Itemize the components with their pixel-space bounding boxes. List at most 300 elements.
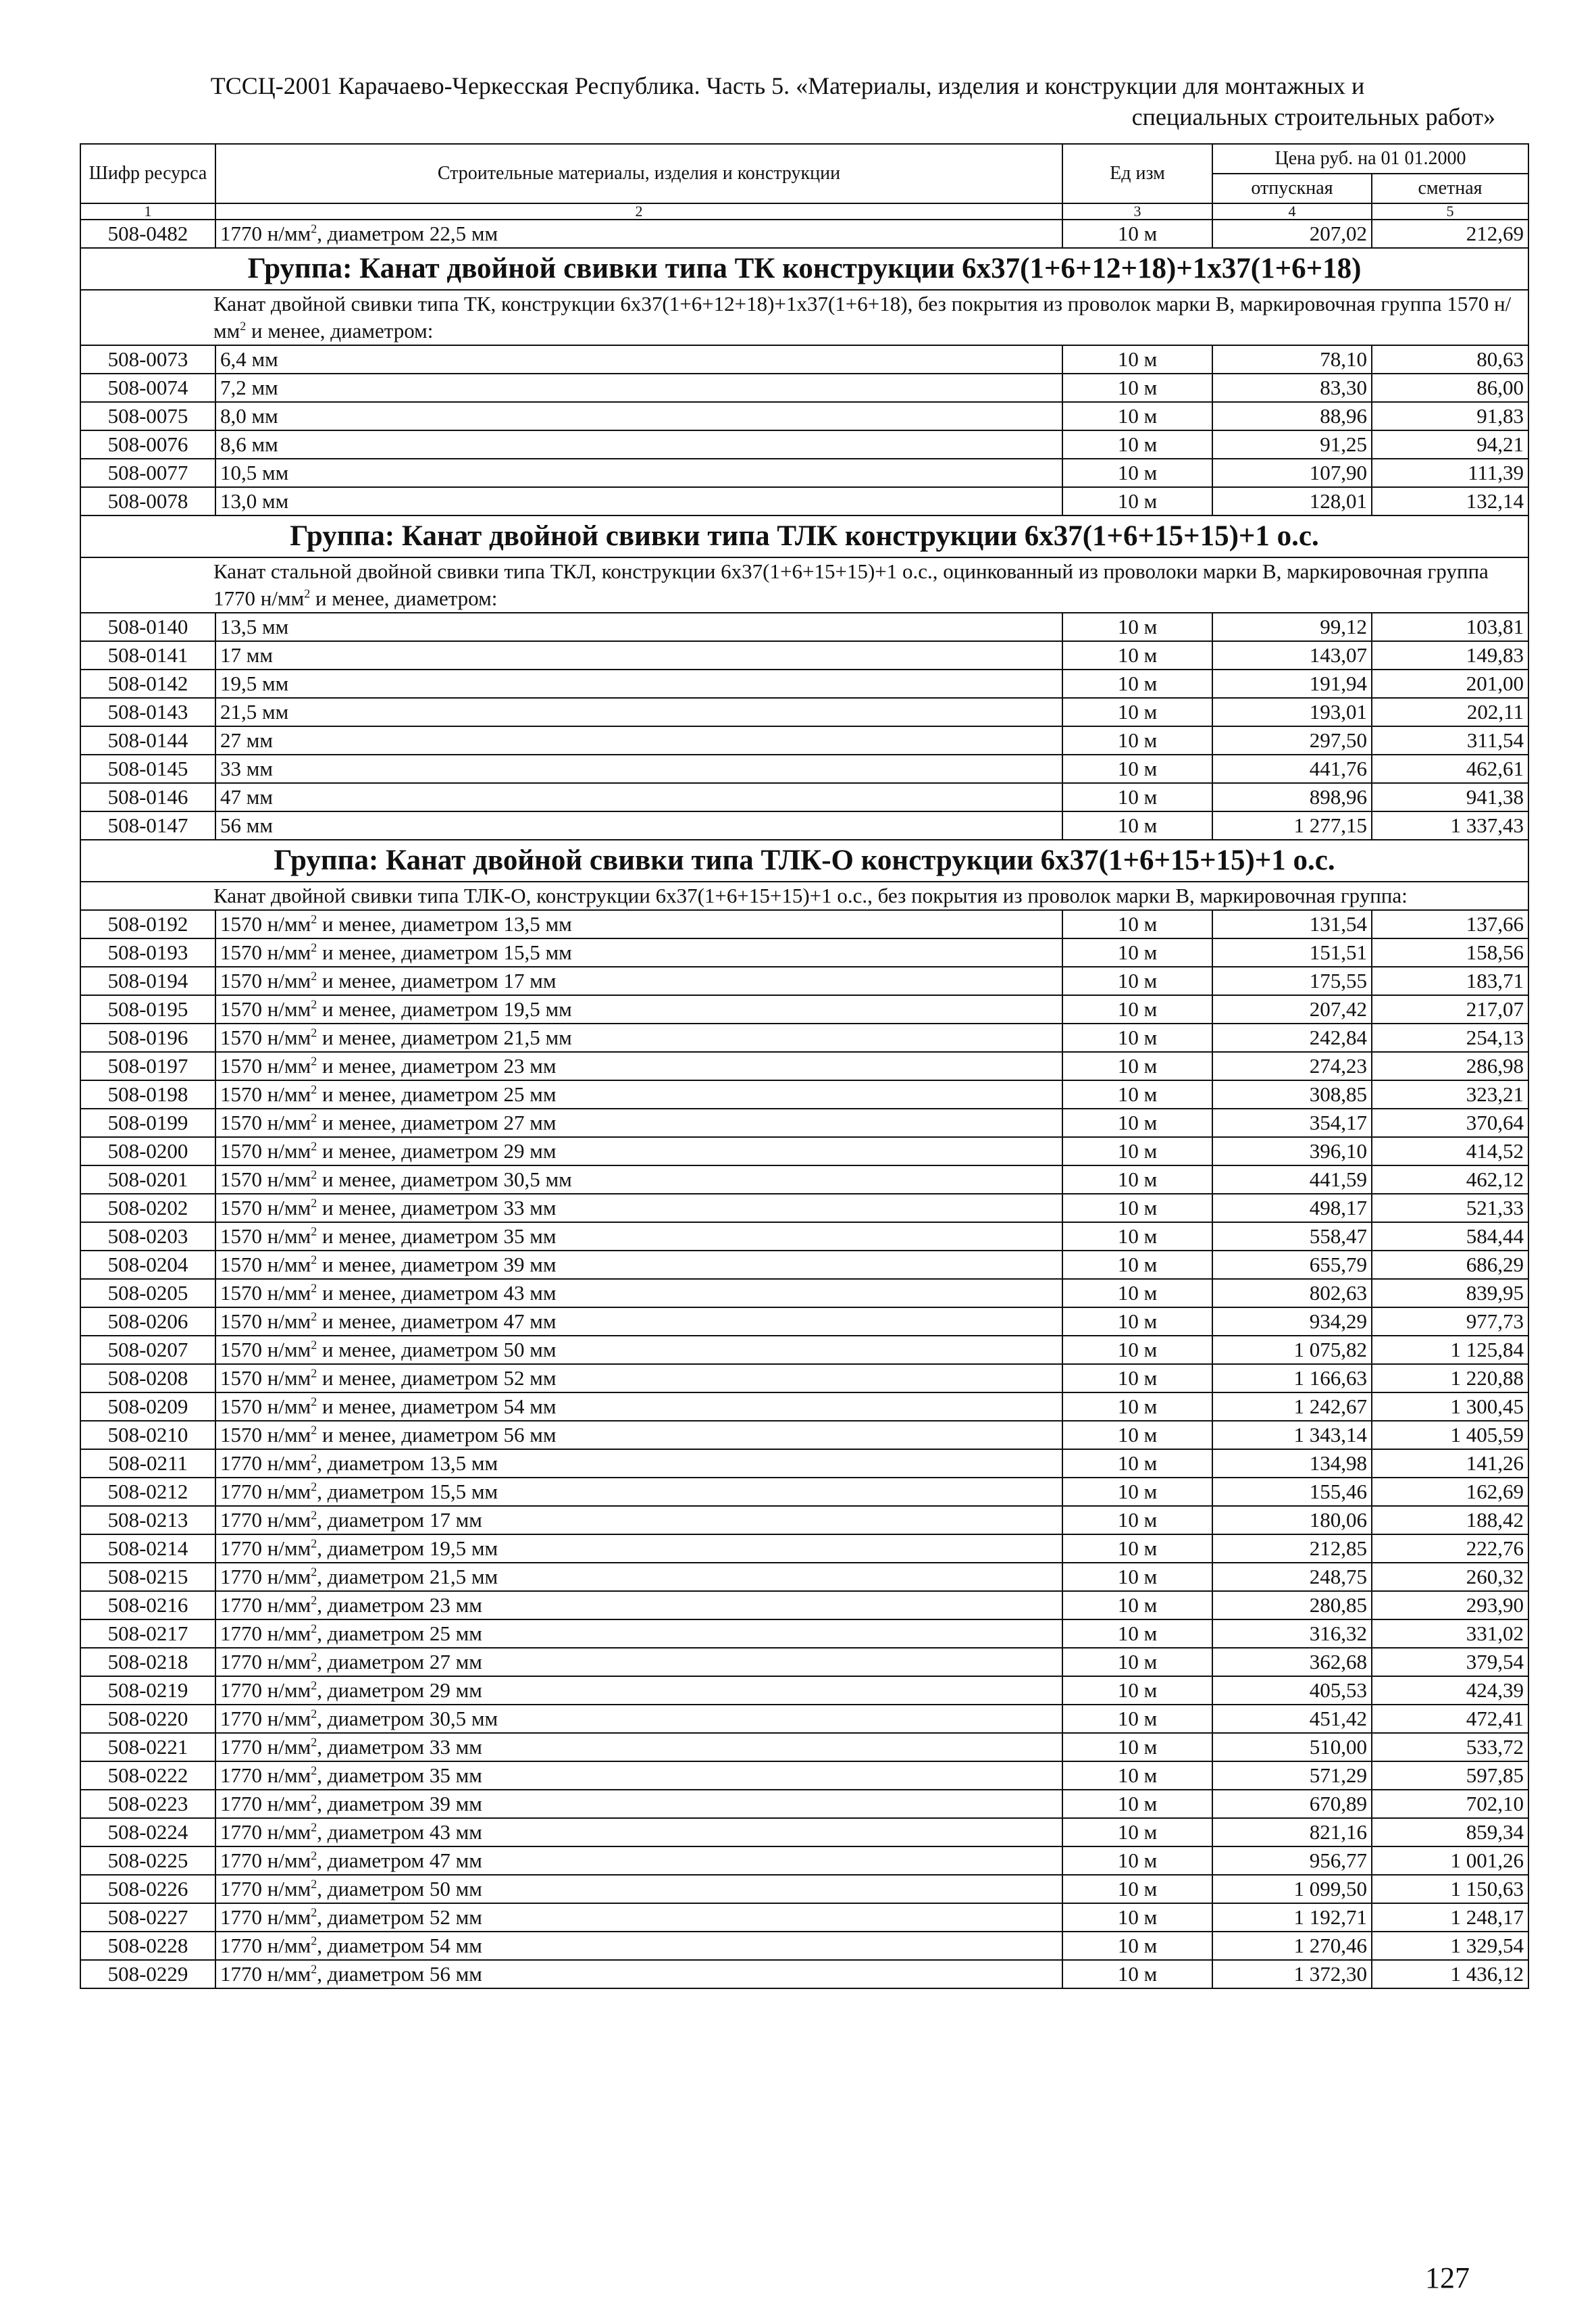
row-name-text: 10,5 мм (220, 461, 289, 484)
row-name (215, 1619, 1062, 1648)
row-name-sup: 2 (311, 997, 317, 1011)
group-description-row (80, 882, 1528, 910)
row-unit: 10 м (1062, 402, 1212, 430)
row-name-text: и менее, диаметром 17 мм (317, 969, 557, 992)
row-code: 508-0219 (80, 1676, 215, 1705)
row-name (215, 938, 1062, 967)
row-unit: 10 м (1062, 670, 1212, 698)
row-name (215, 670, 1062, 698)
row-price-release: 441,59 (1212, 1165, 1372, 1194)
table-row (80, 1279, 1528, 1307)
row-name-sup: 2 (311, 912, 317, 926)
row-code: 508-0208 (80, 1364, 215, 1392)
table-row (80, 1194, 1528, 1222)
row-name-text: , диаметром 52 мм (317, 1905, 482, 1929)
row-unit: 10 м (1062, 345, 1212, 374)
table-row (80, 1251, 1528, 1279)
row-code: 508-0074 (80, 374, 215, 402)
row-name-text: , диаметром 17 мм (317, 1508, 482, 1532)
row-price-estimate: 162,69 (1372, 1478, 1528, 1506)
row-name-text: 1570 н/мм (220, 1111, 311, 1134)
row-name-sup: 2 (311, 1139, 317, 1153)
row-price-estimate: 202,11 (1372, 698, 1528, 726)
row-code: 508-0221 (80, 1733, 215, 1761)
row-code: 508-0145 (80, 755, 215, 783)
row-unit: 10 м (1062, 1024, 1212, 1052)
row-unit: 10 м (1062, 641, 1212, 670)
row-code: 508-0229 (80, 1960, 215, 1988)
colnum: 5 (1372, 203, 1528, 220)
row-unit: 10 м (1062, 430, 1212, 459)
row-name-text: и менее, диаметром 30,5 мм (317, 1167, 572, 1191)
row-code: 508-0218 (80, 1648, 215, 1676)
row-name (215, 1478, 1062, 1506)
row-name-text: , диаметром 23 мм (317, 1593, 482, 1617)
row-name (215, 1648, 1062, 1676)
table-row (80, 1165, 1528, 1194)
row-name-text: 1770 н/мм (220, 1735, 311, 1759)
row-code: 508-0078 (80, 487, 215, 515)
row-name-text: 1570 н/мм (220, 1139, 311, 1163)
row-price-release: 441,76 (1212, 755, 1372, 783)
row-name-text: 1770 н/мм (220, 1792, 311, 1815)
header-line-2: специальных строительных работ» (1131, 103, 1495, 130)
row-name (215, 1790, 1062, 1818)
row-name-text: 1770 н/мм (220, 1707, 311, 1730)
row-unit: 10 м (1062, 1392, 1212, 1421)
row-code: 508-0223 (80, 1790, 215, 1818)
row-name-sup: 2 (311, 1877, 317, 1891)
row-unit: 10 м (1062, 1960, 1212, 1988)
row-price-release: 91,25 (1212, 430, 1372, 459)
row-price-release: 655,79 (1212, 1251, 1372, 1279)
table-row (80, 1392, 1528, 1421)
row-price-estimate: 941,38 (1372, 783, 1528, 811)
row-name-text: 1570 н/мм (220, 1309, 311, 1333)
row-name-text: 1770 н/мм (220, 1508, 311, 1532)
row-price-release: 207,42 (1212, 995, 1372, 1024)
row-price-release: 128,01 (1212, 487, 1372, 515)
table-row (80, 1761, 1528, 1790)
row-code: 508-0146 (80, 783, 215, 811)
row-name-sup: 2 (311, 1593, 317, 1607)
row-price-estimate: 201,00 (1372, 670, 1528, 698)
row-price-release: 1 372,30 (1212, 1960, 1372, 1988)
row-price-release: 207,02 (1212, 220, 1372, 248)
row-name-text: , диаметром 25 мм (317, 1621, 482, 1645)
row-name-sup: 2 (311, 1196, 317, 1210)
row-price-release: 396,10 (1212, 1137, 1372, 1165)
row-price-release: 134,98 (1212, 1449, 1372, 1478)
row-price-estimate: 286,98 (1372, 1052, 1528, 1080)
row-name-text: 1770 н/мм (220, 1451, 311, 1475)
table-row (80, 755, 1528, 783)
table-row (80, 402, 1528, 430)
row-code: 508-0198 (80, 1080, 215, 1109)
row-name-text: и менее, диаметром 54 мм (317, 1394, 557, 1418)
row-price-release: 956,77 (1212, 1846, 1372, 1875)
row-name-text: , диаметром 19,5 мм (317, 1536, 498, 1560)
table-row (80, 1676, 1528, 1705)
row-price-estimate: 424,39 (1372, 1676, 1528, 1705)
row-name (215, 1932, 1062, 1960)
row-name-text: 1570 н/мм (220, 1054, 311, 1078)
row-name (215, 1846, 1062, 1875)
row-price-release: 151,51 (1212, 938, 1372, 967)
table-row (80, 967, 1528, 995)
row-code: 508-0205 (80, 1279, 215, 1307)
row-name-text: 1570 н/мм (220, 1196, 311, 1219)
row-price-estimate: 260,32 (1372, 1563, 1528, 1591)
row-name-text: 27 мм (220, 728, 273, 752)
table-row (80, 1648, 1528, 1676)
row-name-text: 47 мм (220, 785, 273, 809)
row-name-text: 13,5 мм (220, 615, 289, 638)
table-row (80, 1364, 1528, 1392)
row-name (215, 613, 1062, 641)
row-name-sup: 2 (311, 969, 317, 983)
row-name (215, 1279, 1062, 1307)
row-price-release: 510,00 (1212, 1733, 1372, 1761)
row-unit: 10 м (1062, 783, 1212, 811)
row-name-text: , диаметром 33 мм (317, 1735, 482, 1759)
table-row (80, 1932, 1528, 1960)
row-code: 508-0194 (80, 967, 215, 995)
row-price-estimate: 91,83 (1372, 402, 1528, 430)
row-code: 508-0203 (80, 1222, 215, 1251)
row-code: 508-0075 (80, 402, 215, 430)
row-name-text: и менее, диаметром 27 мм (317, 1111, 557, 1134)
row-code: 508-0196 (80, 1024, 215, 1052)
row-name-text: , диаметром 21,5 мм (317, 1565, 498, 1588)
row-name-sup: 2 (311, 1224, 317, 1238)
row-name (215, 726, 1062, 755)
row-price-release: 898,96 (1212, 783, 1372, 811)
row-price-estimate: 370,64 (1372, 1109, 1528, 1137)
row-name-sup: 2 (311, 1565, 317, 1579)
row-unit: 10 м (1062, 1761, 1212, 1790)
price-table-body (80, 220, 1528, 1988)
header-line-1: ТССЦ-2001 Карачаево-Черкесская Республика. Часть 5. «Материалы, изделия и конструкции для монтажных и (210, 72, 1365, 99)
table-row (80, 783, 1528, 811)
row-name-text: , диаметром 43 мм (317, 1820, 482, 1844)
row-name-sup: 2 (311, 222, 317, 236)
row-unit: 10 м (1062, 1648, 1212, 1676)
row-name-text: 1770 н/мм (220, 1848, 311, 1872)
table-row (80, 1733, 1528, 1761)
row-name (215, 1137, 1062, 1165)
row-name (215, 1761, 1062, 1790)
head-price-release: отпускная (1212, 174, 1372, 203)
row-code: 508-0211 (80, 1449, 215, 1478)
row-code: 508-0077 (80, 459, 215, 487)
row-price-release: 1 343,14 (1212, 1421, 1372, 1449)
row-name-sup: 2 (311, 1366, 317, 1380)
row-unit: 10 м (1062, 1080, 1212, 1109)
row-name-text: 1570 н/мм (220, 912, 311, 936)
row-name-text: 1570 н/мм (220, 940, 311, 964)
row-name-sup: 2 (311, 1735, 317, 1749)
row-price-release: 83,30 (1212, 374, 1372, 402)
row-name (215, 995, 1062, 1024)
colnum: 3 (1062, 203, 1212, 220)
table-row (80, 1506, 1528, 1534)
row-name-text: , диаметром 54 мм (317, 1934, 482, 1957)
row-price-release: 354,17 (1212, 1109, 1372, 1137)
group-description (80, 290, 1528, 345)
row-name (215, 811, 1062, 840)
row-code: 508-0076 (80, 430, 215, 459)
row-unit: 10 м (1062, 1364, 1212, 1392)
table-row (80, 1307, 1528, 1336)
row-code: 508-0225 (80, 1846, 215, 1875)
row-price-estimate: 132,14 (1372, 487, 1528, 515)
row-unit: 10 м (1062, 1279, 1212, 1307)
row-price-estimate: 462,61 (1372, 755, 1528, 783)
row-price-release: 155,46 (1212, 1478, 1372, 1506)
row-name-text: 1770 н/мм (220, 1621, 311, 1645)
group-description-sup: 2 (304, 586, 311, 601)
row-price-estimate: 1 337,43 (1372, 811, 1528, 840)
row-price-release: 670,89 (1212, 1790, 1372, 1818)
row-unit: 10 м (1062, 1705, 1212, 1733)
row-unit: 10 м (1062, 910, 1212, 938)
row-code: 508-0216 (80, 1591, 215, 1619)
row-name-text: 6,4 мм (220, 347, 278, 371)
row-name-text: 8,6 мм (220, 432, 278, 456)
table-row (80, 641, 1528, 670)
row-name-text: 1770 н/мм (220, 222, 311, 245)
row-code: 508-0140 (80, 613, 215, 641)
row-name-text: , диаметром 29 мм (317, 1678, 482, 1702)
row-name-text: 1570 н/мм (220, 1167, 311, 1191)
row-name-sup: 2 (311, 1054, 317, 1068)
row-name-text: 1770 н/мм (220, 1905, 311, 1929)
row-name-sup: 2 (311, 1650, 317, 1664)
row-price-release: 802,63 (1212, 1279, 1372, 1307)
colnum: 4 (1212, 203, 1372, 220)
row-name-text: и менее, диаметром 39 мм (317, 1253, 557, 1276)
row-code: 508-0073 (80, 345, 215, 374)
group-title-row (80, 515, 1528, 557)
row-price-estimate: 1 248,17 (1372, 1903, 1528, 1932)
row-price-release: 297,50 (1212, 726, 1372, 755)
row-name (215, 459, 1062, 487)
row-code: 508-0193 (80, 938, 215, 967)
row-code: 508-0210 (80, 1421, 215, 1449)
row-name (215, 487, 1062, 515)
row-name-text: 1770 н/мм (220, 1593, 311, 1617)
row-price-estimate: 212,69 (1372, 220, 1528, 248)
row-name-sup: 2 (311, 1167, 317, 1182)
row-name-text: , диаметром 47 мм (317, 1848, 482, 1872)
row-code: 508-0202 (80, 1194, 215, 1222)
row-price-estimate: 94,21 (1372, 430, 1528, 459)
row-name-sup: 2 (311, 1253, 317, 1267)
row-price-estimate: 149,83 (1372, 641, 1528, 670)
row-code: 508-0141 (80, 641, 215, 670)
page-number: 127 (1425, 2261, 1470, 2294)
row-unit: 10 м (1062, 220, 1212, 248)
row-price-estimate: 323,21 (1372, 1080, 1528, 1109)
table-row (80, 1421, 1528, 1449)
row-code: 508-0201 (80, 1165, 215, 1194)
row-price-estimate: 188,42 (1372, 1506, 1528, 1534)
row-name-sup: 2 (311, 1792, 317, 1806)
row-price-release: 1 075,82 (1212, 1336, 1372, 1364)
row-price-estimate: 686,29 (1372, 1251, 1528, 1279)
row-name (215, 1165, 1062, 1194)
row-code: 508-0142 (80, 670, 215, 698)
row-price-release: 143,07 (1212, 641, 1372, 670)
table-row (80, 345, 1528, 374)
row-price-estimate: 1 150,63 (1372, 1875, 1528, 1903)
table-row (80, 1619, 1528, 1648)
row-name-text: 1770 н/мм (220, 1877, 311, 1901)
row-unit: 10 м (1062, 1790, 1212, 1818)
row-code: 508-0226 (80, 1875, 215, 1903)
table-row (80, 374, 1528, 402)
table-row (80, 670, 1528, 698)
row-name (215, 1534, 1062, 1563)
row-unit: 10 м (1062, 1222, 1212, 1251)
row-name-sup: 2 (311, 1820, 317, 1834)
row-code: 508-0199 (80, 1109, 215, 1137)
table-row (80, 1960, 1528, 1988)
row-unit: 10 м (1062, 1336, 1212, 1364)
row-name-sup: 2 (311, 1338, 317, 1352)
table-row (80, 487, 1528, 515)
row-price-release: 362,68 (1212, 1648, 1372, 1676)
row-name (215, 1591, 1062, 1619)
row-price-release: 1 270,46 (1212, 1932, 1372, 1960)
row-name-sup: 2 (311, 1281, 317, 1295)
row-price-estimate: 533,72 (1372, 1733, 1528, 1761)
group-description (80, 557, 1528, 613)
row-name-text: и менее, диаметром 43 мм (317, 1281, 557, 1305)
row-code: 508-0209 (80, 1392, 215, 1421)
row-price-estimate: 839,95 (1372, 1279, 1528, 1307)
table-row (80, 1846, 1528, 1875)
table-row (80, 430, 1528, 459)
row-name-text: и менее, диаметром 52 мм (317, 1366, 557, 1390)
row-name-text: и менее, диаметром 15,5 мм (317, 940, 572, 964)
table-row (80, 1875, 1528, 1903)
row-price-release: 1 277,15 (1212, 811, 1372, 840)
row-name-text: 21,5 мм (220, 700, 289, 724)
row-code: 508-0212 (80, 1478, 215, 1506)
row-price-estimate: 103,81 (1372, 613, 1528, 641)
row-price-estimate: 80,63 (1372, 345, 1528, 374)
table-row (80, 220, 1528, 248)
row-unit: 10 м (1062, 459, 1212, 487)
table-row (80, 938, 1528, 967)
row-unit: 10 м (1062, 1563, 1212, 1591)
row-price-estimate: 111,39 (1372, 459, 1528, 487)
row-name-text: и менее, диаметром 23 мм (317, 1054, 557, 1078)
table-row (80, 1790, 1528, 1818)
head-price: Цена руб. на 01 01.2000 (1212, 144, 1528, 174)
row-name-text: и менее, диаметром 21,5 мм (317, 1026, 572, 1049)
row-unit: 10 м (1062, 1194, 1212, 1222)
row-name (215, 402, 1062, 430)
row-name (215, 1903, 1062, 1932)
row-name (215, 1563, 1062, 1591)
group-description-text: и менее, диаметром: (246, 319, 434, 343)
row-name (215, 1080, 1062, 1109)
row-price-estimate: 137,66 (1372, 910, 1528, 938)
column-numbers-row (80, 203, 1528, 220)
row-name (215, 1875, 1062, 1903)
row-name (215, 1024, 1062, 1052)
row-price-release: 274,23 (1212, 1052, 1372, 1080)
row-price-estimate: 217,07 (1372, 995, 1528, 1024)
row-name-sup: 2 (311, 1026, 317, 1040)
row-name (215, 1392, 1062, 1421)
group-title: Группа: Канат двойной свивки типа ТЛК-О конструкции 6х37(1+6+15+15)+1 о.с. (80, 840, 1528, 882)
row-price-estimate: 521,33 (1372, 1194, 1528, 1222)
row-name (215, 1307, 1062, 1336)
row-price-release: 451,42 (1212, 1705, 1372, 1733)
row-name-sup: 2 (311, 1962, 317, 1976)
row-name-text: , диаметром 13,5 мм (317, 1451, 498, 1475)
row-name-sup: 2 (311, 1508, 317, 1522)
row-name (215, 1364, 1062, 1392)
table-row (80, 459, 1528, 487)
row-price-release: 99,12 (1212, 613, 1372, 641)
row-name (215, 910, 1062, 938)
row-unit: 10 м (1062, 938, 1212, 967)
row-name (215, 967, 1062, 995)
row-unit: 10 м (1062, 1449, 1212, 1478)
row-name-sup: 2 (311, 1763, 317, 1778)
row-name-text: 56 мм (220, 813, 273, 837)
row-price-release: 212,85 (1212, 1534, 1372, 1563)
row-price-estimate: 379,54 (1372, 1648, 1528, 1676)
table-row (80, 1563, 1528, 1591)
row-price-estimate: 1 329,54 (1372, 1932, 1528, 1960)
row-price-estimate: 597,85 (1372, 1761, 1528, 1790)
row-name (215, 374, 1062, 402)
row-price-estimate: 1 220,88 (1372, 1364, 1528, 1392)
table-row (80, 1336, 1528, 1364)
row-name-text: 1770 н/мм (220, 1820, 311, 1844)
row-name-text: и менее, диаметром 35 мм (317, 1224, 557, 1248)
row-name-text: и менее, диаметром 25 мм (317, 1082, 557, 1106)
row-price-release: 175,55 (1212, 967, 1372, 995)
row-code: 508-0215 (80, 1563, 215, 1591)
row-unit: 10 м (1062, 967, 1212, 995)
row-price-estimate: 1 405,59 (1372, 1421, 1528, 1449)
colnum: 1 (80, 203, 215, 220)
group-title-row (80, 248, 1528, 290)
colnum: 2 (215, 203, 1062, 220)
table-row (80, 1534, 1528, 1563)
row-unit: 10 м (1062, 995, 1212, 1024)
row-price-estimate: 977,73 (1372, 1307, 1528, 1336)
row-price-estimate: 1 300,45 (1372, 1392, 1528, 1421)
group-description-text: Канат стальной двойной свивки типа ТКЛ, конструкции 6х37(1+6+15+15)+1 о.с., оцинкованный из проволоки марки В, маркировочная группа 1770 н/мм (213, 559, 1489, 610)
row-name-text: , диаметром 15,5 мм (317, 1480, 498, 1503)
row-code: 508-0195 (80, 995, 215, 1024)
row-price-release: 88,96 (1212, 402, 1372, 430)
row-code: 508-0144 (80, 726, 215, 755)
row-name-text: и менее, диаметром 56 мм (317, 1423, 557, 1447)
row-code: 508-0217 (80, 1619, 215, 1648)
row-name-text: , диаметром 56 мм (317, 1962, 482, 1986)
group-description-row (80, 290, 1528, 345)
table-row (80, 1052, 1528, 1080)
